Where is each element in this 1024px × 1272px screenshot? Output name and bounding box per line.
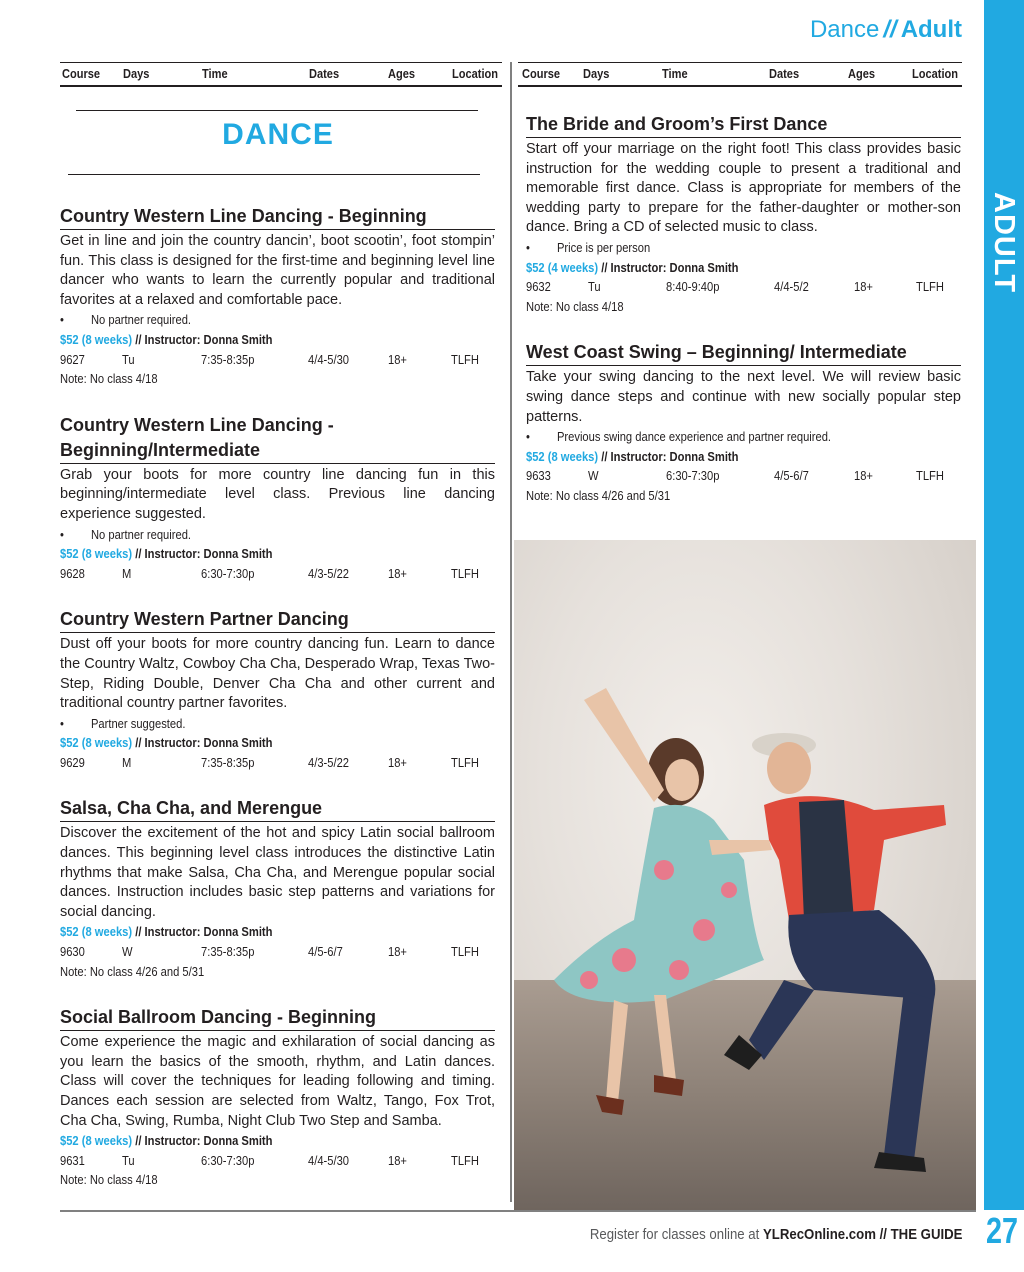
course-entry: [60, 204, 495, 389]
course-price-line: $52 (8 weeks) // Instructor: Donna Smith: [60, 735, 273, 751]
col-dates: Dates: [769, 66, 800, 81]
course-bullet: • Previous swing dance experience and partner required.: [526, 429, 832, 445]
course-title: Salsa, Cha Cha, and Merengue: [60, 796, 495, 822]
section-title: DANCE: [222, 118, 334, 151]
footer-text: Register for classes online at YLRecOnline.com // THE GUIDE: [589, 1226, 962, 1243]
page-number: 27: [985, 1210, 1018, 1251]
schedule-row: 9630 W 7:35-8:35p 4/5-6/7 18+ TLFH: [60, 944, 479, 960]
course-title: The Bride and Groom’s First Dance: [526, 112, 961, 138]
column-header-right: [518, 62, 962, 87]
course-description: Grab your boots for more country line dancing fun in this beginning/intermediate level class. Previous line dancing experience suggested.: [60, 466, 495, 522]
course-note: Note: No class 4/18: [60, 1172, 158, 1188]
course-title: Social Ballroom Dancing - Beginning: [60, 1005, 495, 1031]
schedule-row: 9633 W 6:30-7:30p 4/5-6/7 18+ TLFH: [526, 468, 944, 484]
header-section: Dance: [809, 16, 880, 43]
course-bullet: • Partner suggested.: [60, 715, 186, 731]
course-description: Come experience the magic and exhilaration of social dancing as you learn the basics of the smooth, rhythm, and Latin dances. Class will cover the techniques for leading following and timing. Dances each session are selected from Waltz, Tango, Fox Trot, Cha Cha, Swing, Rumba, Night Club Two Step and Samba.: [60, 1034, 495, 1129]
course-description: Take your swing dancing to the next level. We will review basic swing dance steps and continue with new socially popular step patterns.: [526, 369, 961, 425]
course-entry: [60, 796, 495, 981]
right-column: [526, 112, 961, 530]
course-bullet: • No partner required.: [60, 312, 192, 328]
col-time: Time: [202, 66, 228, 81]
col-days: Days: [583, 66, 610, 81]
course-note: Note: No class 4/26 and 5/31: [526, 487, 671, 503]
col-ages: Ages: [388, 66, 416, 81]
header-separator: //: [883, 16, 897, 43]
footer-rule: [60, 1210, 976, 1212]
course-entry: [526, 112, 961, 316]
course-bullet: • Price is per person: [526, 239, 651, 255]
course-entry: [60, 413, 495, 584]
course-note: Note: No class 4/18: [526, 298, 624, 314]
course-description: Get in line and join the country dancin’, boot scootin’, foot stompin’ fun. This class is designed for the first-time and beginning level line dancer who wants to learn the currently popular and traditional favorites at a relaxed and comfortable pace.: [60, 233, 495, 308]
course-entry: [60, 1005, 495, 1190]
col-dates: Dates: [309, 66, 340, 81]
course-price-line: $52 (8 weeks) // Instructor: Donna Smith: [526, 448, 739, 464]
col-course: Course: [522, 66, 561, 81]
schedule-row: 9629 M 7:35-8:35p 4/3-5/22 18+ TLFH: [60, 754, 479, 770]
footer-site-link[interactable]: YLRecOnline.com: [762, 1226, 876, 1243]
side-tab: [984, 0, 1024, 1210]
course-note: Note: No class 4/18: [60, 371, 158, 387]
course-price-line: $52 (8 weeks) // Instructor: Donna Smith: [60, 924, 273, 940]
course-description: Dust off your boots for more country dancing fun. Learn to dance the Country Waltz, Cowboy Cha Cha, Desperado Wrap, Texas Two-Step, Riding Double, Denver Cha Cha and other current and traditional country partner favorites.: [60, 636, 495, 712]
course-description: Start off your marriage on the right foot! This class provides basic instruction for the wedding couple to present a traditional and memorable first dance. Class is appropriate for members of the wedding party to prepare for the father-daughter or mother-son dance. Bring a CD of selected music to class.: [526, 141, 961, 236]
col-ages: Ages: [848, 66, 876, 81]
schedule-row: 9627 Tu 7:35-8:35p 4/4-5/30 18+ TLFH: [60, 351, 479, 367]
course-title: Country Western Line Dancing - Beginning/Intermediate: [60, 413, 495, 464]
course-price-line: $52 (4 weeks) // Instructor: Donna Smith: [526, 259, 739, 275]
course-title: West Coast Swing – Beginning/ Intermediate: [526, 340, 961, 366]
dancers-photo: [514, 540, 976, 1210]
dancers-illustration: [514, 540, 976, 1210]
page-header: [810, 16, 962, 44]
course-note: Note: No class 4/26 and 5/31: [60, 963, 205, 979]
col-course: Course: [62, 66, 101, 81]
course-title: Country Western Partner Dancing: [60, 607, 495, 633]
schedule-row: 9632 Tu 8:40-9:40p 4/4-5/2 18+ TLFH: [526, 279, 944, 295]
divider: [76, 110, 478, 111]
schedule-row: 9628 M 6:30-7:30p 4/3-5/22 18+ TLFH: [60, 565, 479, 581]
divider: [68, 174, 480, 175]
course-title: Country Western Line Dancing - Beginning: [60, 204, 495, 230]
header-category: Adult: [900, 16, 962, 43]
col-location: Location: [912, 66, 959, 81]
col-days: Days: [123, 66, 150, 81]
course-description: Discover the excitement of the hot and spicy Latin social ballroom dances. This beginning level class introduces the distinctive Latin rhythms that make Salsa, Cha Cha, and Merengue popular social dances. Instruction includes basic step patterns and variations for social dancing.: [60, 825, 495, 920]
course-bullet: • No partner required.: [60, 526, 192, 542]
schedule-row: 9631 Tu 6:30-7:30p 4/4-5/30 18+ TLFH: [60, 1152, 479, 1168]
left-column: [60, 204, 495, 1214]
side-tab-label: ADULT: [988, 192, 1020, 294]
column-header-left: [60, 62, 502, 87]
column-divider: [510, 62, 512, 1202]
course-price-line: $52 (8 weeks) // Instructor: Donna Smith: [60, 546, 273, 562]
course-entry: [60, 607, 495, 772]
course-entry: [526, 340, 961, 505]
course-price-line: $52 (8 weeks) // Instructor: Donna Smith: [60, 331, 273, 347]
course-price-line: $52 (8 weeks) // Instructor: Donna Smith: [60, 1133, 273, 1149]
col-location: Location: [452, 66, 499, 81]
col-time: Time: [662, 66, 688, 81]
